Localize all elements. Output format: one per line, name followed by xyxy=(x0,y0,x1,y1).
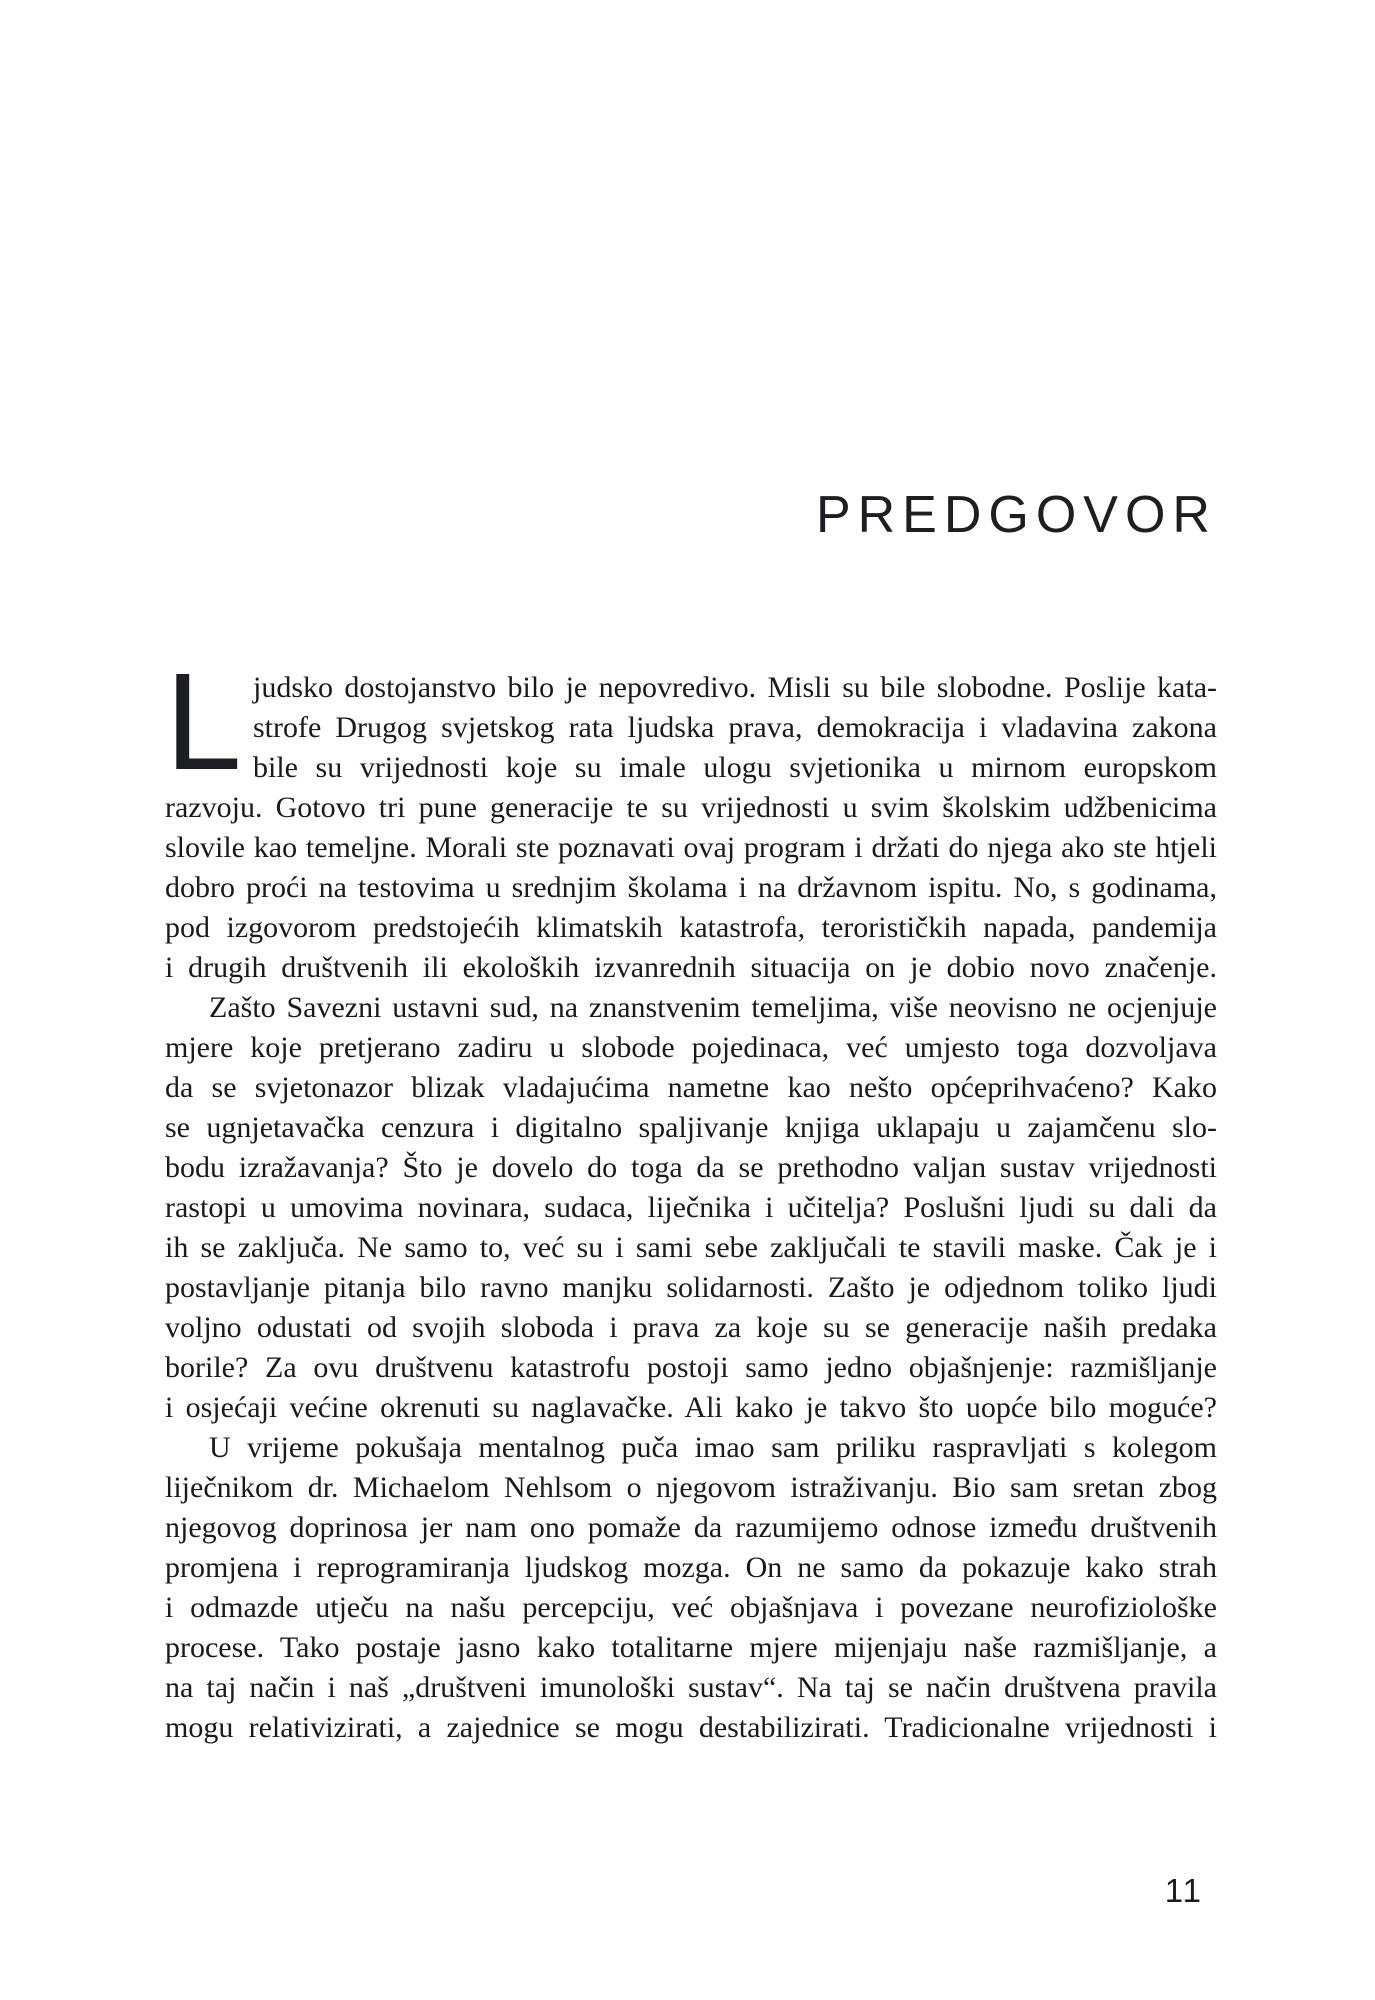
text-line: postavljanje pitanja bilo ravno manjku solidarnosti. Zašto je odjednom toliko ljudi xyxy=(165,1271,1217,1304)
text-line: i drugih društvenih ili ekoloških izvanrednih situacija on je dobio novo značenje. xyxy=(165,951,1217,984)
text-line: razvoju. Gotovo tri pune generacije te su vrijednosti u svim školskim udžbenicima xyxy=(165,791,1217,824)
text-line: se ugnjetavačka cenzura i digitalno spaljivanje knjiga uklapaju u zajamčenu slo- xyxy=(165,1111,1217,1144)
text-line: voljno odustati od svojih sloboda i prava za koje su se generacije naših predaka xyxy=(165,1311,1217,1344)
page-title: PREDGOVOR xyxy=(815,486,1217,544)
text-line: bile su vrijednosti koje su imale ulogu svjetionika u mirnom europskom xyxy=(253,751,1217,784)
text-line: strofe Drugog svjetskog rata ljudska prava, demokracija i vladavina zakona xyxy=(253,711,1217,744)
text-line: njegovog doprinosa jer nam ono pomaže da razumijemo odnose između društvenih xyxy=(165,1511,1217,1544)
paragraph xyxy=(165,645,1217,988)
text-line: borile? Za ovu društvenu katastrofu postoji samo jedno objašnjenje: razmišljanje xyxy=(165,1351,1217,1384)
text-line: dobro proći na testovima u srednjim školama i na državnom ispitu. No, s godinama, xyxy=(165,871,1217,904)
text-line: slovile kao temeljne. Morali ste poznavati ovaj program i držati do njega ako ste htjeli xyxy=(165,831,1217,864)
paragraph xyxy=(165,988,1217,1428)
text-line: ih se zaključa. Ne samo to, već su i sami sebe zaključali te stavili maske. Čak je i xyxy=(165,1231,1217,1264)
text-line: Zašto Savezni ustavni sud, na znanstvenim temeljima, više neovisno ne ocjenjuje xyxy=(209,991,1217,1024)
text-line: pod izgovorom predstojećih klimatskih katastrofa, terorističkih napada, pandemija xyxy=(165,911,1217,944)
text-line: da se svjetonazor blizak vladajućima nametne kao nešto općeprihvaćeno? Kako xyxy=(165,1071,1217,1104)
page-number: 11 xyxy=(1164,1872,1203,1909)
text-line: liječnikom dr. Michaelom Nehlsom o njegovom istraživanju. Bio sam sretan zbog xyxy=(165,1471,1217,1504)
dropcap-letter: L xyxy=(165,645,242,799)
text-line: i odmazde utječu na našu percepciju, već objašnjava i povezane neurofiziološke xyxy=(165,1591,1217,1624)
paragraph xyxy=(165,1428,1217,1748)
text-line: bodu izražavanja? Što je dovelo do toga da se prethodno valjan sustav vrijednosti xyxy=(165,1151,1217,1184)
text-line: na taj način i naš „društveni imunološki sustav“. Na taj se način društvena pravila xyxy=(165,1671,1217,1704)
text-line: promjena i reprogramiranja ljudskog mozga. On ne samo da pokazuje kako strah xyxy=(165,1551,1217,1584)
text-line: U vrijeme pokušaja mentalnog puča imao sam priliku raspravljati s kolegom xyxy=(209,1431,1217,1464)
text-line: rastopi u umovima novinara, sudaca, liječnika i učitelja? Poslušni ljudi su dali da xyxy=(165,1191,1217,1224)
text-line: i osjećaji većine okrenuti su naglavačke. Ali kako je takvo što uopće bilo moguće? xyxy=(165,1391,1217,1424)
text-line: procese. Tako postaje jasno kako totalitarne mjere mijenjaju naše razmišljanje, a xyxy=(165,1631,1217,1664)
body-text xyxy=(165,645,1217,1748)
text-line: mogu relativizirati, a zajednice se mogu destabilizirati. Tradicionalne vrijednosti i xyxy=(165,1711,1217,1744)
text-line: judsko dostojanstvo bilo je nepovredivo. Misli su bile slobodne. Poslije kata- xyxy=(253,671,1217,704)
text-line: mjere koje pretjerano zadiru u slobode pojedinaca, već umjesto toga dozvoljava xyxy=(165,1031,1217,1064)
